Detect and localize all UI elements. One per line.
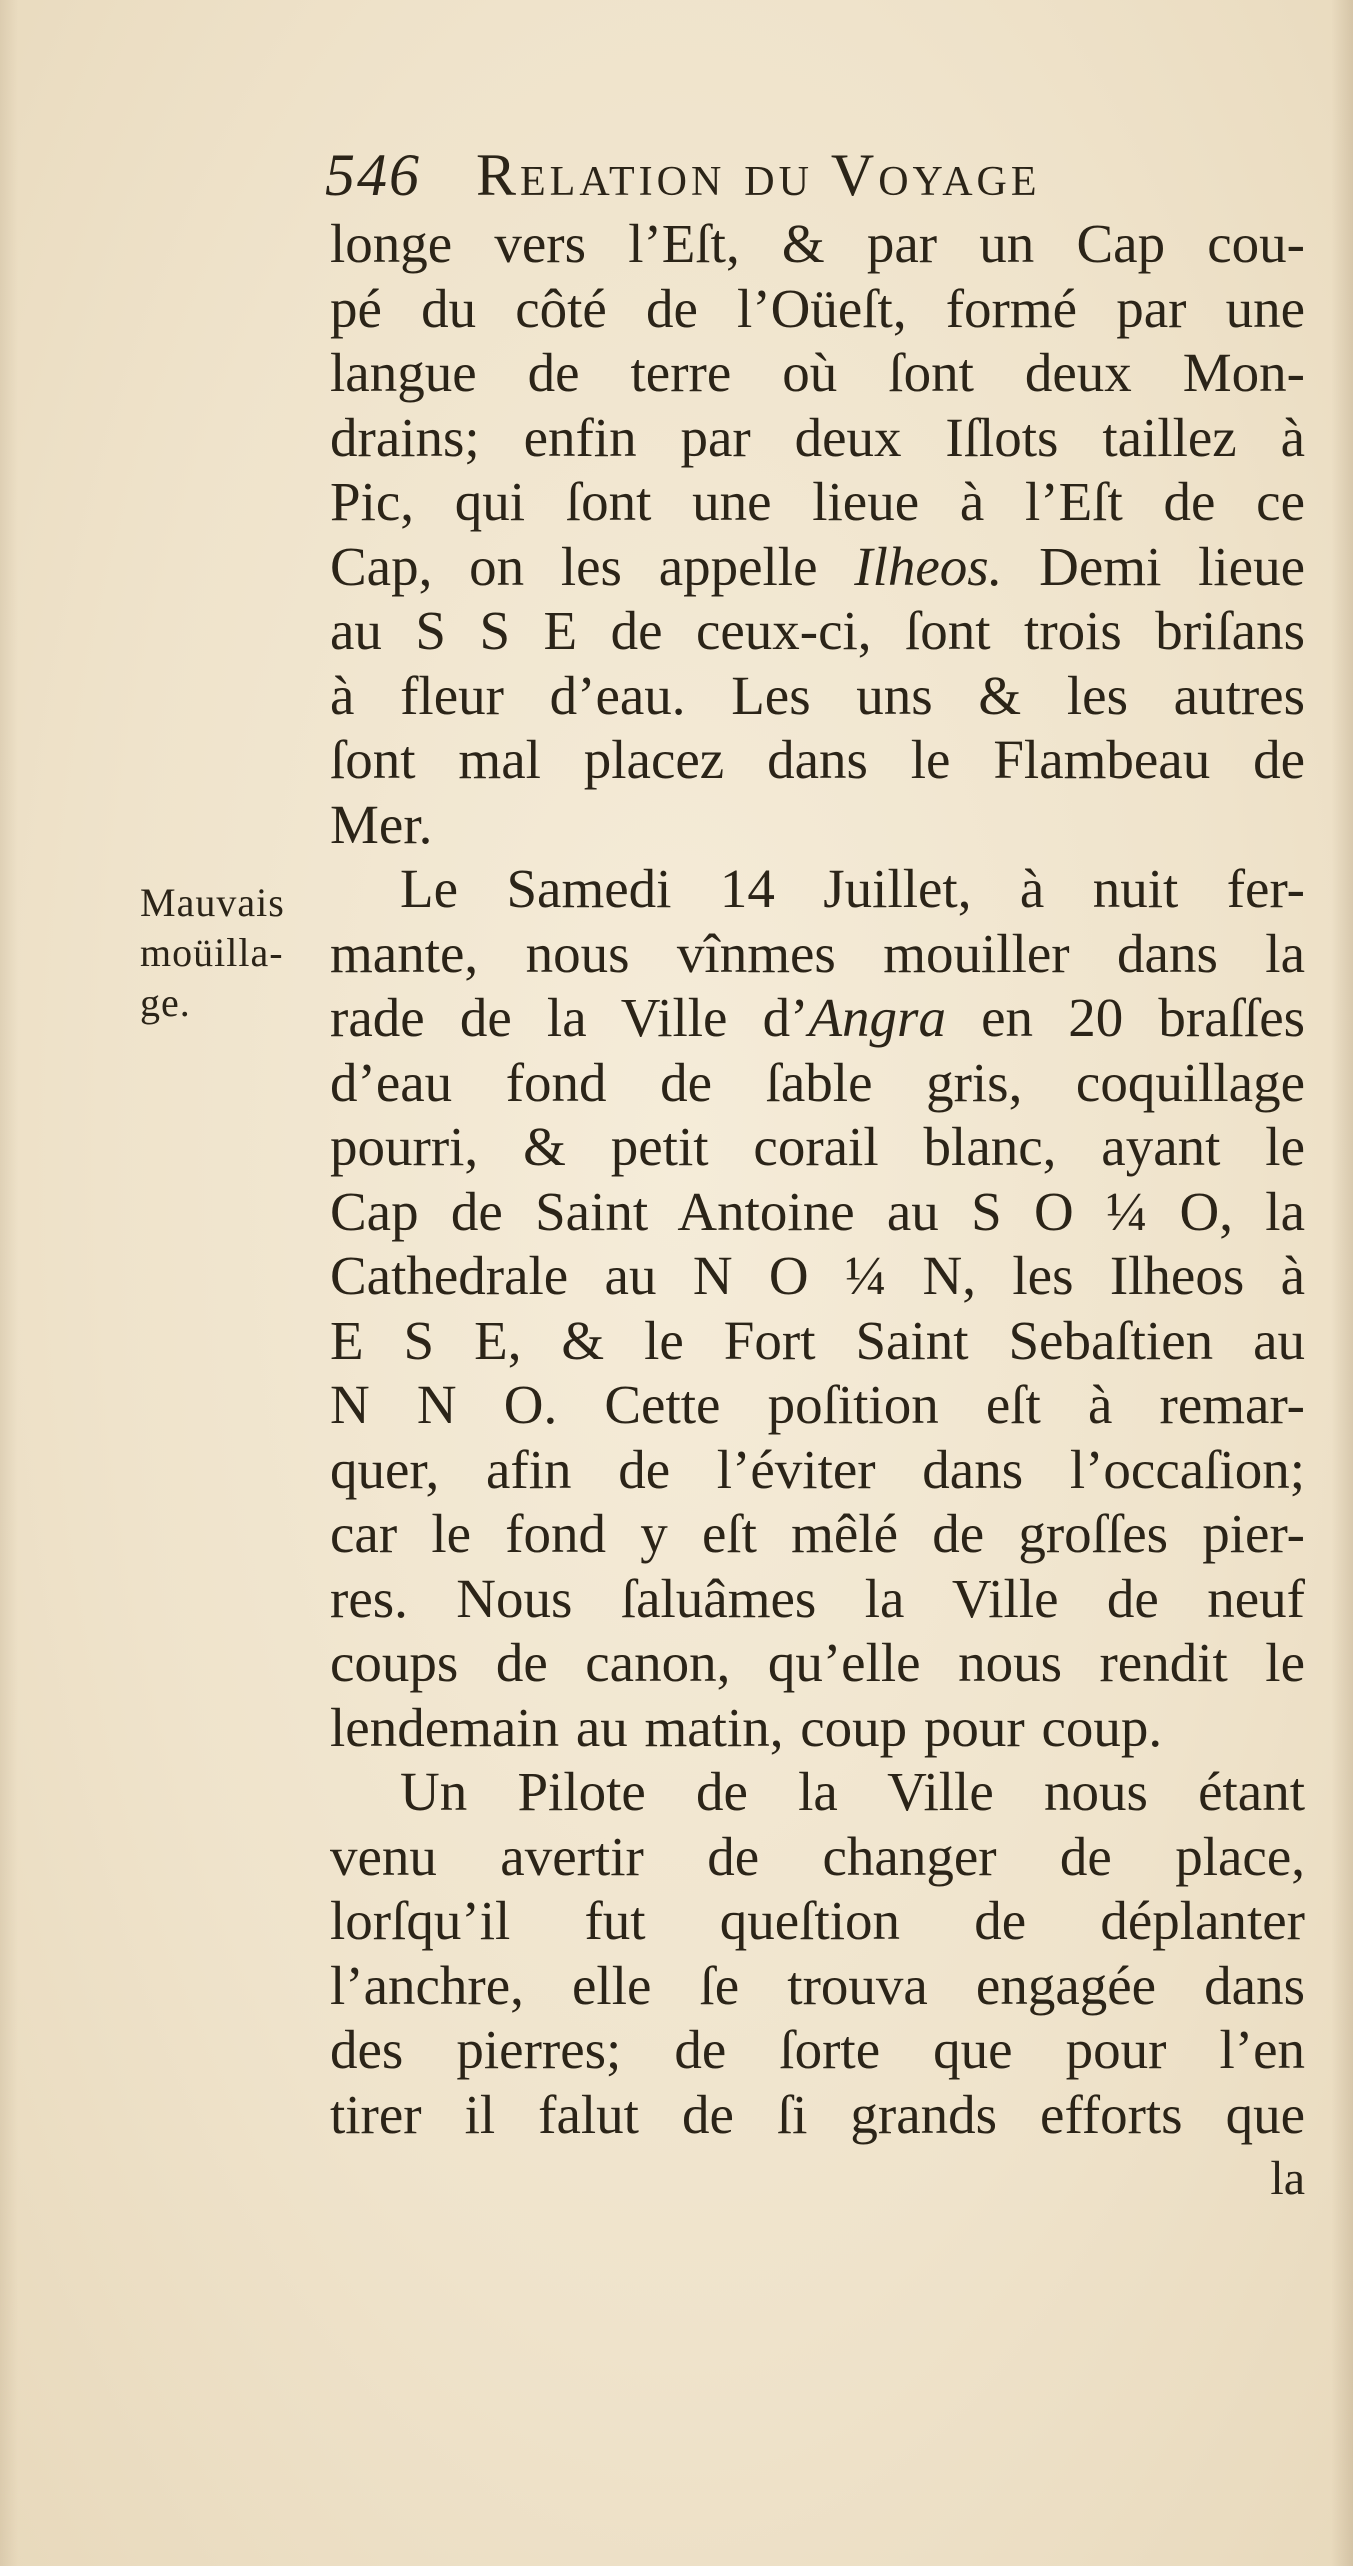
text-segment: en 20 braſſes [981, 987, 1306, 1048]
marginal-note-line: moüilla- [140, 930, 284, 975]
text-line: Pic, qui ſont une lieue à l’Eſt de ce [330, 471, 1305, 532]
text-line: quer, afin de l’éviter dans l’occaſion; [330, 1438, 1305, 1500]
text-line: langue de terre où ſont deux Mon- [330, 342, 1305, 403]
marginal-note-line: Mauvais [140, 880, 285, 925]
running-head [325, 140, 1225, 210]
place-name-ilheos: Ilheos. [854, 535, 1003, 597]
text-line: car le fond y eſt mêlé de groſſes pier- [330, 1503, 1305, 1564]
page-number: 546 [325, 142, 421, 208]
text-line: longe vers l’Eſt, & par un Cap cou- [330, 213, 1305, 274]
text-line: à fleur d’eau. Les uns & les autres [330, 664, 1305, 726]
text-line: mante, nous vînmes mouiller dans la [330, 922, 1305, 984]
marginal-note-line: ge. [140, 980, 191, 1025]
text-line: N N O. Cette poſition eſt à remar- [330, 1374, 1305, 1435]
page-left-shadow [0, 0, 18, 2566]
text-line: l’anchre, elle ſe trouva engagée dans [330, 1954, 1305, 2016]
text-line: pé du côté de l’Oüeſt, formé par une [330, 277, 1305, 339]
text-line [330, 535, 1305, 600]
text-segment: Cap, on les appelle [330, 535, 818, 597]
text-line: coups de canon, qu’elle nous rendit le [330, 1632, 1305, 1693]
text-line: ſont mal placez dans le Flambeau de [330, 729, 1305, 790]
text-line: drains; enfin par deux Iſlots taillez à [330, 406, 1305, 468]
text-line: au S S E de ceux-ci, ſont trois briſans [330, 600, 1305, 661]
text-line: Cathedrale au N O ¼ N, les Ilheos à [330, 1245, 1305, 1306]
place-name-angra: Angra [808, 987, 946, 1048]
text-line: Un Pilote de la Ville nous étant [400, 1761, 1305, 1822]
text-segment: Demi lieue [1039, 535, 1305, 597]
page-right-shadow [1331, 0, 1353, 2566]
text-line: venu avertir de changer de place, [330, 1825, 1305, 1887]
text-segment: rade de la Ville d’ [330, 987, 809, 1048]
text-line: tirer il falut de ſi grands efforts que [330, 2083, 1305, 2145]
text-line: d’eau fond de ſable gris, coquillage [330, 1051, 1305, 1113]
body-text [330, 212, 1305, 2212]
text-line [330, 986, 1305, 1051]
marginal-note [140, 878, 320, 1028]
text-line: E S E, & le Fort Saint Sebaſtien au [330, 1309, 1305, 1371]
running-head-title: Relation du Voyage [476, 142, 1041, 208]
text-line: des pierres; de ſorte que pour l’en [330, 2019, 1305, 2080]
text-line: res. Nous ſaluâmes la Ville de neuf [330, 1567, 1305, 1629]
text-line: lendemain au matin, coup pour coup. [330, 1696, 1163, 1758]
text-line: Mer. [330, 793, 433, 855]
text-line: Le Samedi 14 Juillet, à nuit fer- [400, 858, 1305, 919]
text-line: Cap de Saint Antoine au S O ¼ O, la [330, 1180, 1305, 1242]
text-line: lorſqu’il fut queſtion de déplanter [330, 1890, 1305, 1951]
catchword: la [1270, 2152, 1305, 2205]
text-line: pourri, & petit corail blanc, ayant le [330, 1116, 1305, 1177]
